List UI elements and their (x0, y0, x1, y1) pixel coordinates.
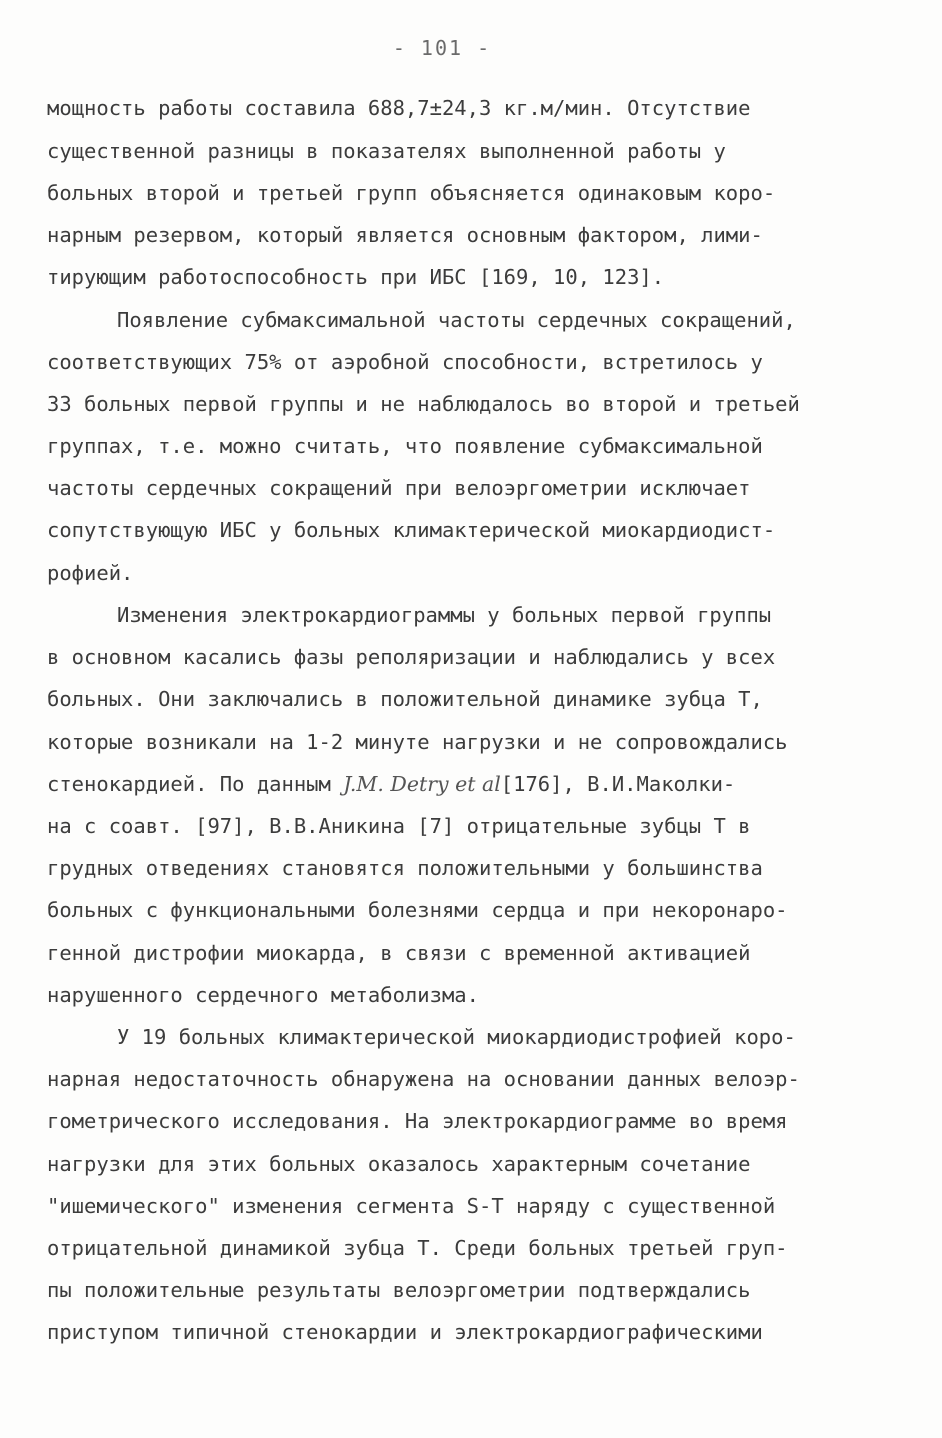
text-line: больных второй и третьей групп объясняется одинаковым коро- (47, 181, 776, 205)
text-line: соответствующих 75% от аэробной способности, встретилось у (47, 350, 763, 374)
text-line: которые возникали на 1-2 минуте нагрузки и не сопровождались (47, 730, 788, 754)
text-line: "ишемического" изменения сегмента S-T наряду с существенной (47, 1194, 776, 1218)
text-line: У 19 больных климактерической миокардиодистрофией коро- (117, 1025, 796, 1049)
text-line: пы положительные результаты велоэргометрии подтверждались (47, 1278, 751, 1302)
text-line: генной дистрофии миокарда, в связи с временной активацией (47, 941, 751, 965)
text-line-with-handwriting (47, 772, 735, 796)
page-number: - 101 - (392, 36, 492, 60)
text-fragment: стенокардией. По данным (47, 772, 331, 796)
handwritten-reference: J.M. Detry et al (343, 772, 501, 796)
text-line: нарушенного сердечного метаболизма. (47, 983, 479, 1007)
text-line: Изменения электрокардиограммы у больных первой группы (117, 603, 772, 627)
text-line: приступом типичной стенокардии и электрокардиографическими (47, 1320, 763, 1344)
text-line: существенной разницы в показателях выполненной работы у (47, 139, 726, 163)
text-line: грудных отведениях становятся положительными у большинства (47, 856, 763, 880)
text-line: мощность работы составила 688,7±24,3 кг.м/мин. Отсутствие (47, 96, 751, 120)
text-line: частоты сердечных сокращений при велоэргометрии исключает (47, 476, 751, 500)
text-line: гометрического исследования. На электрокардиограмме во время (47, 1109, 788, 1133)
text-line: 33 больных первой группы и не наблюдалось во второй и третьей (47, 392, 800, 416)
text-line: рофией. (47, 561, 134, 585)
text-line: больных с функциональными болезнями сердца и при некоронаро- (47, 898, 788, 922)
text-line: на с соавт. [97], В.В.Аникина [7] отрицательные зубцы Т в (47, 814, 751, 838)
text-line: нарным резервом, который является основным фактором, лими- (47, 223, 763, 247)
text-line: нагрузки для этих больных оказалось характерным сочетание (47, 1152, 751, 1176)
text-line: Появление субмаксимальной частоты сердечных сокращений, (117, 308, 796, 332)
text-fragment: [176], В.И.Маколки- (500, 772, 736, 796)
text-line: тирующим работоспособность при ИБС [169, 10, 123]. (47, 265, 665, 289)
text-line: в основном касались фазы реполяризации и наблюдались у всех (47, 645, 776, 669)
text-line: отрицательной динамикой зубца Т. Среди больных третьей груп- (47, 1236, 788, 1260)
text-line: нарная недостаточность обнаружена на основании данных велоэр- (47, 1067, 800, 1091)
text-line: группах, т.е. можно считать, что появление субмаксимальной (47, 434, 763, 458)
text-line: сопутствующую ИБС у больных климактерической миокардиодист- (47, 518, 776, 542)
text-line: больных. Они заключались в положительной динамике зубца Т, (47, 687, 763, 711)
